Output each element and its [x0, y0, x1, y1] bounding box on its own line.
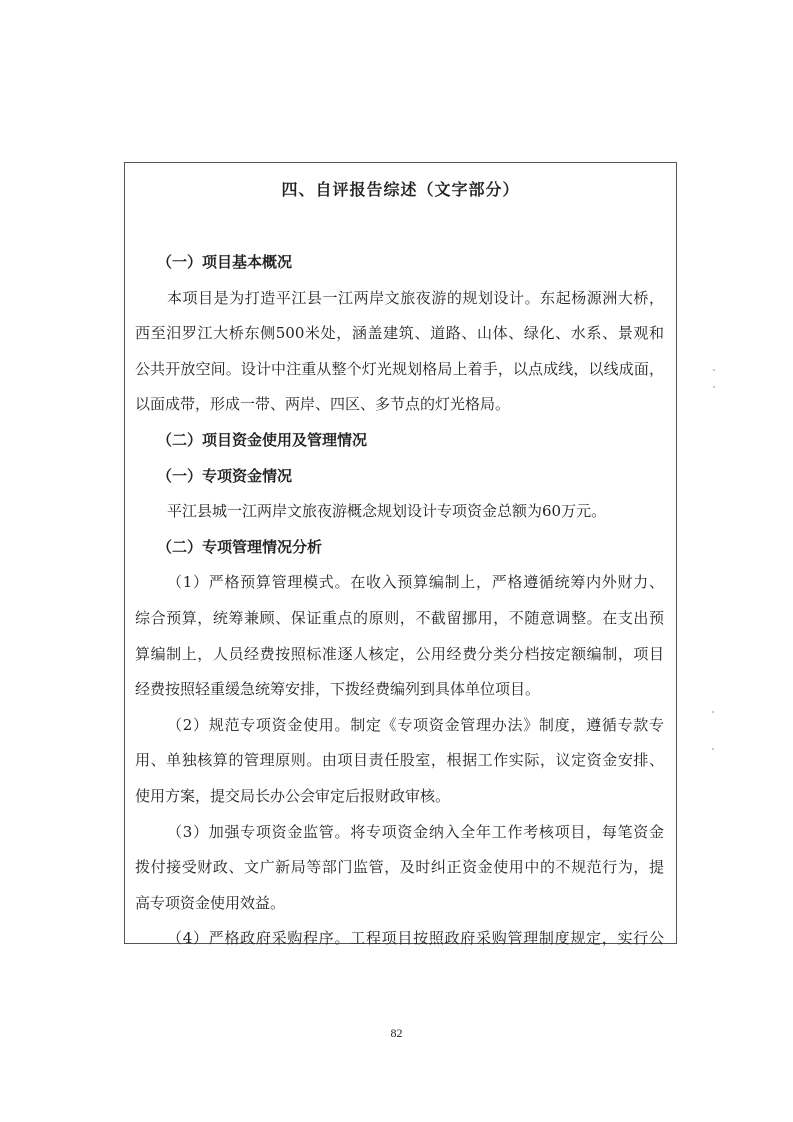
- paragraph-line: （3）加强专项资金监管。将专项资金纳入全年工作考核项目，每笔资金: [167, 822, 664, 841]
- paragraph-line: （4）严格政府采购程序。工程项目按照政府采购管理制度规定，实行公: [167, 929, 664, 948]
- subheading: （一）专项资金情况: [157, 466, 293, 485]
- paragraph-line: 平江县城一江两岸文旅夜游概念规划设计专项资金总额为60万元。: [167, 502, 607, 521]
- paragraph-line: 经费按照轻重缓急统筹安排，下拨经费编列到具体单位项目。: [135, 680, 541, 699]
- scan-speck: [713, 386, 715, 388]
- paragraph-line: 综合预算，统筹兼顾、保证重点的原则，不截留挪用，不随意调整。在支出预: [135, 608, 664, 627]
- subheading: （一）项目基本概况: [157, 253, 293, 271]
- scan-speck: [712, 711, 714, 713]
- paragraph-line: 本项目是为打造平江县一江两岸文旅夜游的规划设计。东起杨源洲大桥，: [167, 288, 664, 307]
- scan-speck: [713, 369, 715, 371]
- paragraph-line: 使用方案，提交局长办公会审定后报财政审核。: [135, 786, 451, 805]
- paragraph-line: 高专项资金使用效益。: [135, 893, 286, 912]
- section-title: 四、自评报告综述（文字部分）: [281, 180, 520, 199]
- paragraph-line: 算编制上，人员经费按照标准逐人核定，公用经费分类分档按定额编制，项目: [135, 644, 664, 663]
- paragraph-line: （2）规范专项资金使用。制定《专项资金管理办法》制度，遵循专款专: [167, 715, 664, 734]
- subheading: （二）专项管理情况分析: [157, 537, 323, 556]
- report-summary-box: [124, 162, 677, 948]
- report-content: [135, 245, 664, 957]
- paragraph-line: 用、单独核算的管理原则。由项目责任股室，根据工作实际，议定资金安排、: [135, 751, 664, 770]
- scan-speck: [712, 748, 714, 750]
- paragraph-line: 公共开放空间。设计中注重从整个灯光规划格局上着手，以点成线，以线成面，: [135, 359, 664, 378]
- paragraph-line: 以面成带，形成一带、两岸、四区、多节点的灯光格局。: [135, 395, 511, 414]
- page-number: 82: [390, 1026, 403, 1040]
- paragraph-line: 西至汨罗江大桥东侧500米处，涵盖建筑、道路、山体、绿化、水系、景观和: [135, 324, 664, 343]
- subheading: （二）项目资金使用及管理情况: [157, 430, 368, 449]
- paragraph-line: （1）严格预算管理模式。在收入预算编制上，严格遵循统筹内外财力、: [167, 573, 664, 592]
- paragraph-line: 拨付接受财政、文广新局等部门监管，及时纠正资金使用中的不规范行为，提: [135, 858, 664, 877]
